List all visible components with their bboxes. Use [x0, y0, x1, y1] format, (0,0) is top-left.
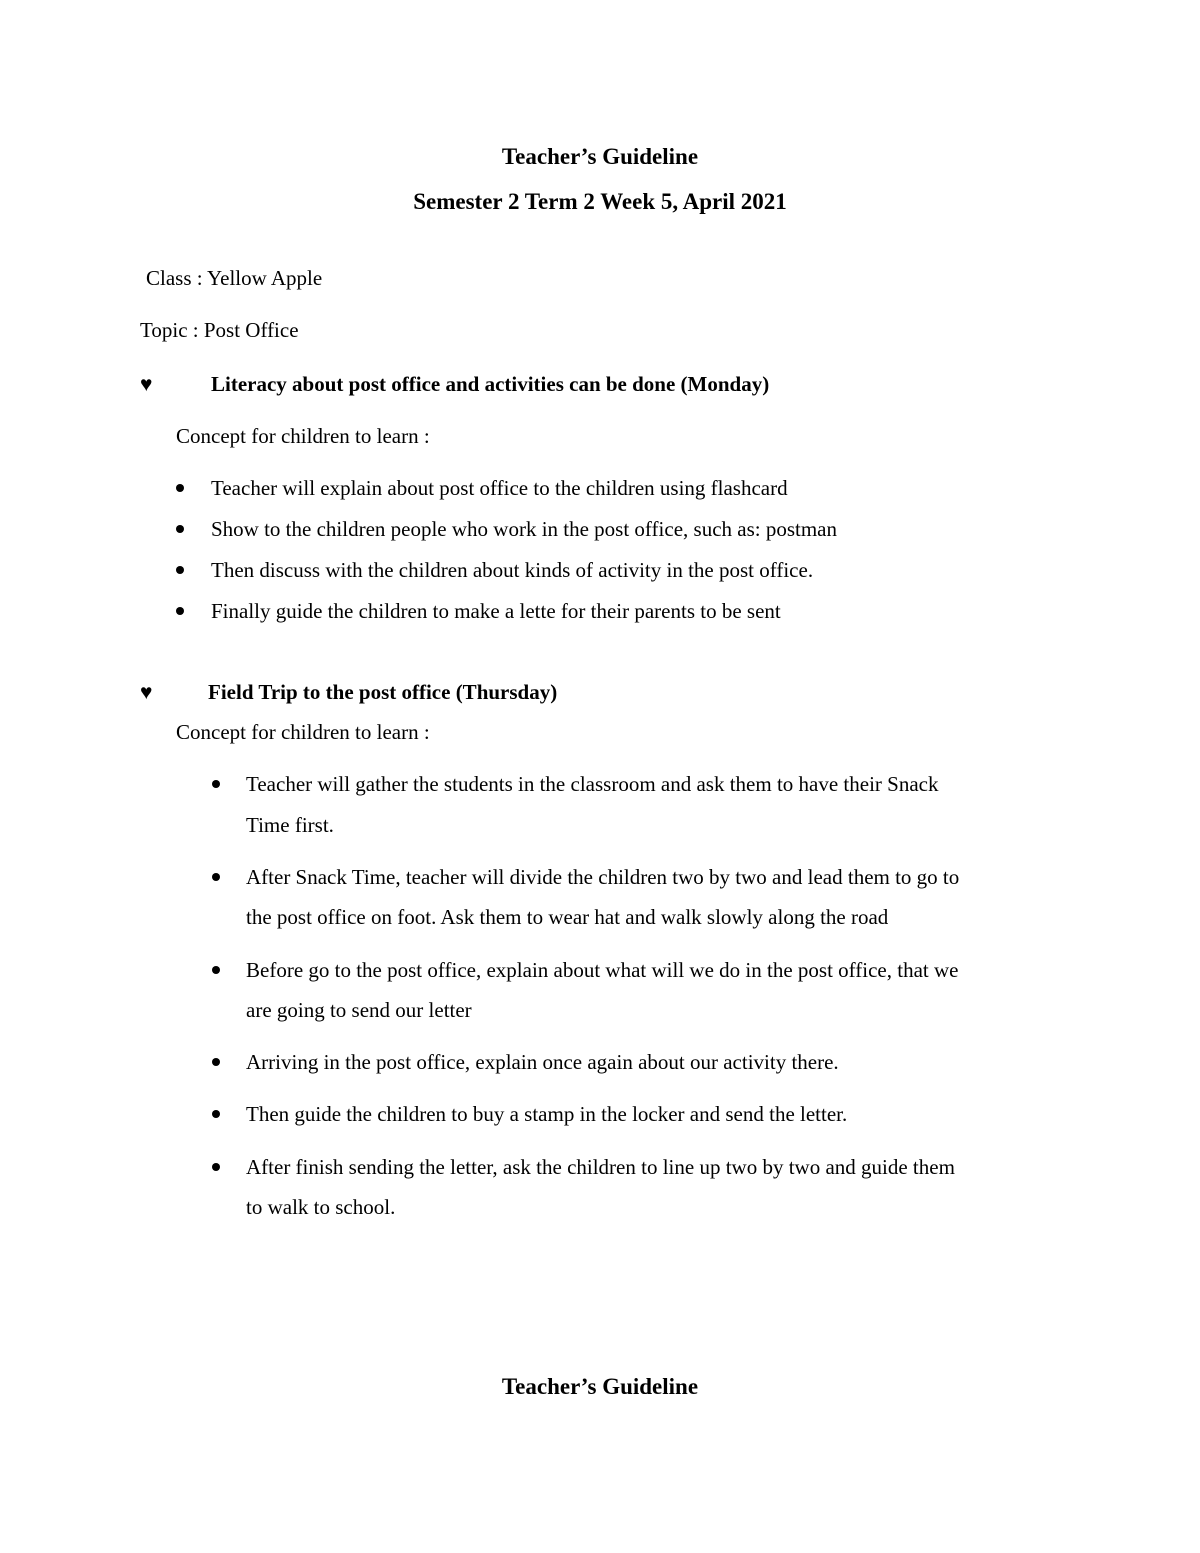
list-item: Then discuss with the children about kinds of activity in the post office.	[211, 558, 814, 582]
concept-label: Concept for children to learn :	[176, 720, 430, 744]
list-item-line: Time first.	[246, 813, 334, 837]
page-subtitle: Semester 2 Term 2 Week 5, April 2021	[413, 189, 787, 214]
next-page-title: Teacher’s Guideline	[501, 1374, 699, 1399]
heart-bullet-icon: ♥	[140, 372, 153, 396]
list-item-line: Teacher will gather the students in the classroom and ask them to have their Snack	[246, 772, 939, 796]
bullet-dot-icon	[212, 1058, 220, 1066]
bullet-dot-icon	[212, 966, 220, 974]
list-item-line: the post office on foot. Ask them to wear hat and walk slowly along the road	[246, 905, 889, 929]
heart-bullet-icon: ♥	[140, 680, 153, 704]
bullet-dot-icon	[176, 525, 184, 533]
bullet-dot-icon	[212, 780, 220, 788]
topic-line: Topic : Post Office	[140, 318, 299, 342]
bullet-dot-icon	[212, 1110, 220, 1118]
bullet-dot-icon	[176, 484, 184, 492]
list-item-line: After Snack Time, teacher will divide the children two by two and lead them to go to	[246, 865, 960, 889]
bullet-dot-icon	[212, 873, 220, 881]
class-line: Class : Yellow Apple	[146, 266, 323, 290]
list-item: Teacher will explain about post office to the children using flashcard	[211, 476, 788, 500]
list-item-line: Before go to the post office, explain about what will we do in the post office, that we	[246, 958, 959, 982]
list-item-line: After finish sending the letter, ask the children to line up two by two and guide them	[246, 1155, 955, 1179]
list-item-line: are going to send our letter	[246, 998, 472, 1022]
bullet-dot-icon	[212, 1163, 220, 1171]
list-item: Show to the children people who work in the post office, such as: postman	[211, 517, 838, 541]
concept-label: Concept for children to learn :	[176, 424, 430, 448]
page-title: Teacher’s Guideline	[501, 144, 699, 169]
list-item-line: Arriving in the post office, explain once again about our activity there.	[246, 1050, 839, 1074]
list-item-line: to walk to school.	[246, 1195, 396, 1219]
bullet-dot-icon	[176, 607, 184, 615]
section-heading-monday: Literacy about post office and activities can be done (Monday)	[211, 372, 770, 396]
bullet-dot-icon	[176, 566, 184, 574]
list-item-line: Then guide the children to buy a stamp in the locker and send the letter.	[246, 1102, 848, 1126]
list-item: Finally guide the children to make a lette for their parents to be sent	[211, 599, 781, 623]
section-heading-thursday: Field Trip to the post office (Thursday)	[208, 680, 558, 704]
